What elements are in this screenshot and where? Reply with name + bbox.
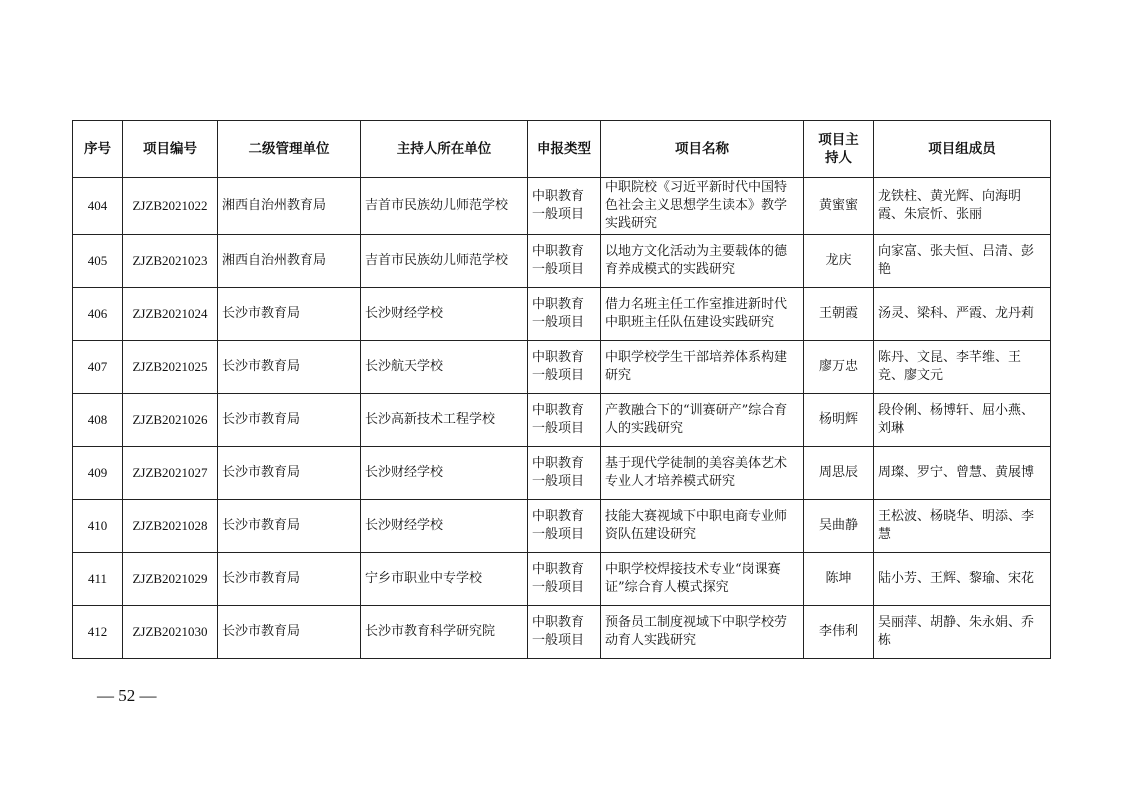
cell-code: ZJZB2021027 — [123, 447, 218, 500]
cell-type: 中职教育一般项目 — [528, 341, 601, 394]
cell-project-name: 技能大赛视域下中职电商专业师资队伍建设研究 — [601, 500, 804, 553]
cell-members: 王松波、杨晓华、明添、李慧 — [874, 500, 1051, 553]
cell-code: ZJZB2021023 — [123, 235, 218, 288]
cell-host-unit: 长沙财经学校 — [361, 288, 528, 341]
cell-members: 陆小芳、王辉、黎瑜、宋花 — [874, 553, 1051, 606]
cell-admin-unit: 长沙市教育局 — [218, 606, 361, 659]
cell-members: 吴丽萍、胡静、朱永娟、乔栋 — [874, 606, 1051, 659]
table-body — [73, 178, 1051, 659]
cell-members: 陈丹、文昆、李芊维、王竞、廖文元 — [874, 341, 1051, 394]
cell-no: 407 — [73, 341, 123, 394]
cell-code: ZJZB2021029 — [123, 553, 218, 606]
cell-no: 406 — [73, 288, 123, 341]
header-code: 项目编号 — [123, 121, 218, 178]
table-header-row — [73, 121, 1051, 178]
cell-admin-unit: 长沙市教育局 — [218, 288, 361, 341]
cell-no: 411 — [73, 553, 123, 606]
table-row — [73, 235, 1051, 288]
cell-host: 吴曲静 — [804, 500, 874, 553]
cell-no: 409 — [73, 447, 123, 500]
cell-project-name: 产教融合下的“训赛研产”综合育人的实践研究 — [601, 394, 804, 447]
cell-host-unit: 长沙高新技术工程学校 — [361, 394, 528, 447]
table-row — [73, 288, 1051, 341]
cell-no: 404 — [73, 178, 123, 235]
table-row — [73, 394, 1051, 447]
cell-host: 王朝霞 — [804, 288, 874, 341]
header-admin-unit: 二级管理单位 — [218, 121, 361, 178]
cell-code: ZJZB2021030 — [123, 606, 218, 659]
header-project-name: 项目名称 — [601, 121, 804, 178]
table-row — [73, 553, 1051, 606]
cell-type: 中职教育一般项目 — [528, 606, 601, 659]
header-host: 项目主持人 — [804, 121, 874, 178]
cell-code: ZJZB2021028 — [123, 500, 218, 553]
cell-members: 向家富、张夫恒、吕清、彭艳 — [874, 235, 1051, 288]
cell-members: 汤灵、梁科、严霞、龙丹莉 — [874, 288, 1051, 341]
cell-type: 中职教育一般项目 — [528, 500, 601, 553]
cell-host-unit: 吉首市民族幼儿师范学校 — [361, 235, 528, 288]
cell-code: ZJZB2021024 — [123, 288, 218, 341]
cell-host: 黄蜜蜜 — [804, 178, 874, 235]
page-number: — 52 — — [97, 686, 157, 705]
header-no: 序号 — [73, 121, 123, 178]
cell-host: 龙庆 — [804, 235, 874, 288]
table-row — [73, 447, 1051, 500]
cell-host-unit: 吉首市民族幼儿师范学校 — [361, 178, 528, 235]
cell-type: 中职教育一般项目 — [528, 235, 601, 288]
table-row — [73, 500, 1051, 553]
cell-admin-unit: 长沙市教育局 — [218, 500, 361, 553]
cell-host-unit: 长沙市教育科学研究院 — [361, 606, 528, 659]
cell-admin-unit: 长沙市教育局 — [218, 447, 361, 500]
cell-admin-unit: 长沙市教育局 — [218, 553, 361, 606]
cell-host: 周思辰 — [804, 447, 874, 500]
cell-host: 李伟利 — [804, 606, 874, 659]
header-members: 项目组成员 — [874, 121, 1051, 178]
cell-project-name: 中职学校学生干部培养体系构建研究 — [601, 341, 804, 394]
cell-host: 陈坤 — [804, 553, 874, 606]
header-type: 申报类型 — [528, 121, 601, 178]
cell-type: 中职教育一般项目 — [528, 553, 601, 606]
cell-admin-unit: 长沙市教育局 — [218, 394, 361, 447]
cell-type: 中职教育一般项目 — [528, 178, 601, 235]
cell-admin-unit: 湘西自治州教育局 — [218, 235, 361, 288]
cell-project-name: 以地方文化活动为主要载体的德育养成模式的实践研究 — [601, 235, 804, 288]
cell-members: 段伶俐、杨博轩、屈小燕、刘琳 — [874, 394, 1051, 447]
cell-members: 龙铁柱、黄光辉、向海明霞、朱宸忻、张丽 — [874, 178, 1051, 235]
cell-project-name: 借力名班主任工作室推进新时代中职班主任队伍建设实践研究 — [601, 288, 804, 341]
cell-type: 中职教育一般项目 — [528, 447, 601, 500]
cell-type: 中职教育一般项目 — [528, 394, 601, 447]
cell-code: ZJZB2021026 — [123, 394, 218, 447]
cell-project-name: 基于现代学徒制的美容美体艺术专业人才培养模式研究 — [601, 447, 804, 500]
table-row — [73, 606, 1051, 659]
cell-admin-unit: 长沙市教育局 — [218, 341, 361, 394]
cell-host: 廖万忠 — [804, 341, 874, 394]
cell-project-name: 中职院校《习近平新时代中国特色社会主义思想学生读本》教学实践研究 — [601, 178, 804, 235]
cell-code: ZJZB2021022 — [123, 178, 218, 235]
cell-project-name: 预备员工制度视域下中职学校劳动育人实践研究 — [601, 606, 804, 659]
table-row — [73, 178, 1051, 235]
cell-type: 中职教育一般项目 — [528, 288, 601, 341]
cell-host-unit: 宁乡市职业中专学校 — [361, 553, 528, 606]
cell-host-unit: 长沙财经学校 — [361, 500, 528, 553]
cell-project-name: 中职学校焊接技术专业“岗课赛证”综合育人模式探究 — [601, 553, 804, 606]
cell-code: ZJZB2021025 — [123, 341, 218, 394]
cell-host-unit: 长沙财经学校 — [361, 447, 528, 500]
table-row — [73, 341, 1051, 394]
project-table — [72, 120, 1051, 659]
cell-no: 408 — [73, 394, 123, 447]
cell-no: 410 — [73, 500, 123, 553]
cell-members: 周璨、罗宁、曾慧、黄展博 — [874, 447, 1051, 500]
header-host-unit: 主持人所在单位 — [361, 121, 528, 178]
cell-admin-unit: 湘西自治州教育局 — [218, 178, 361, 235]
cell-no: 412 — [73, 606, 123, 659]
cell-host: 杨明辉 — [804, 394, 874, 447]
cell-host-unit: 长沙航天学校 — [361, 341, 528, 394]
cell-no: 405 — [73, 235, 123, 288]
